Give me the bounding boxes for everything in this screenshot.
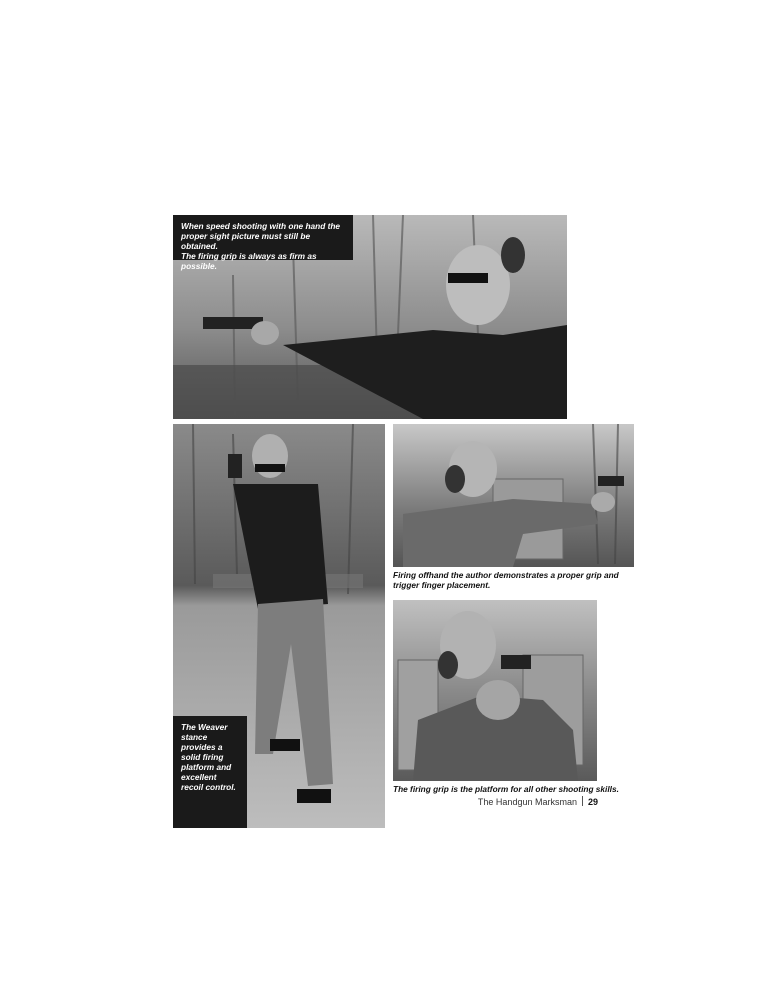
page-number: 29 bbox=[587, 797, 598, 807]
photo-firing-grip bbox=[393, 600, 597, 781]
publication-title: The Handgun Marksman bbox=[477, 797, 577, 807]
caption-firing-offhand: Firing offhand the author demonstrates a proper grip and trigger finger placement. bbox=[393, 570, 619, 590]
photo-firing-offhand bbox=[393, 424, 634, 567]
caption-weaver-stance: The Weaver stance provides a solid firing platform and excellent recoil control. bbox=[173, 716, 247, 828]
caption-one-hand-speed: When speed shooting with one hand the proper sight picture must still be obtained. The firing grip is always as firm as possible. bbox=[173, 215, 353, 260]
footer-divider bbox=[582, 796, 583, 806]
page-footer bbox=[440, 796, 598, 807]
caption-firing-grip: The firing grip is the platform for all other shooting skills. bbox=[393, 784, 619, 794]
